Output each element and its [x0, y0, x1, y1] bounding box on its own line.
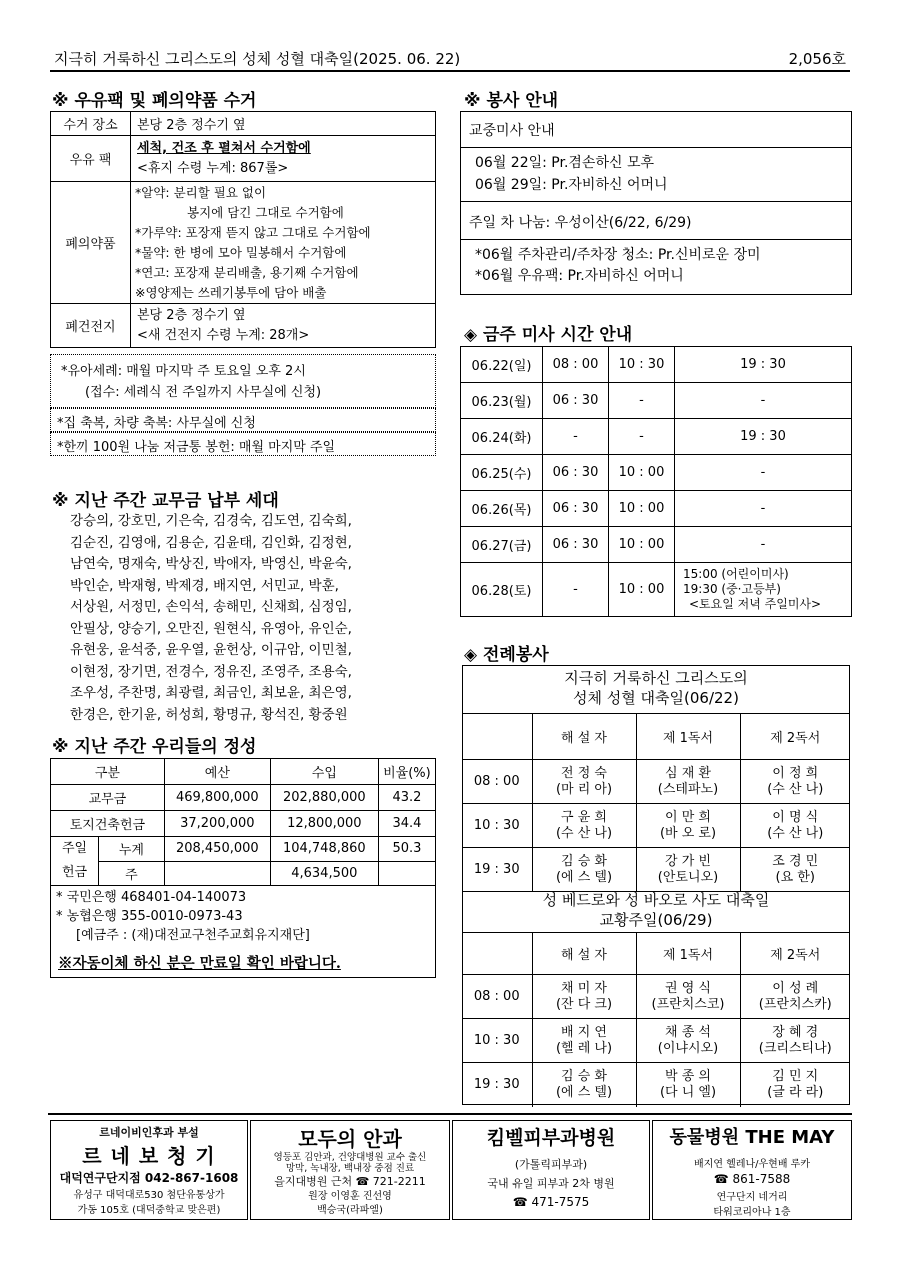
liturgy-person: 박 종 의 [665, 1068, 711, 1084]
liturgy-saint: (헬 레 나) [555, 1040, 613, 1056]
mass-day: 06.24(화) [461, 419, 543, 455]
liturgy-saint: (크리스티나) [758, 1040, 832, 1056]
mass-time: - [543, 419, 609, 455]
mass-service-line: 06월 29일: Pr.자비하신 어머니 [475, 177, 668, 193]
milk-line-1: 세척, 건조 후 펼쳐서 수거함에 [137, 140, 311, 156]
finance-header: 예산 [164, 759, 270, 785]
liturgy-person: 이 만 희 [665, 809, 711, 825]
liturgy-time: 19 : 30 [462, 848, 532, 892]
liturgy-time: 08 : 00 [462, 760, 532, 804]
ad-name: 모두의 안과 [298, 1127, 402, 1151]
autopay-notice: ※자동이체 하신 분은 만료일 확인 바랍니다. [58, 955, 341, 972]
liturgy-person: 김 민 지 [772, 1068, 819, 1084]
mass-service-title: 교중미사 안내 [461, 112, 851, 148]
ad-line: 르네이비인후과 부설 [99, 1126, 199, 1139]
ad-eye-clinic [250, 1120, 450, 1220]
dues-line: 서상원, 서정민, 손익석, 송해민, 신채희, 심정임, [70, 599, 352, 615]
cum-ratio: 50.3 [378, 837, 435, 862]
ad-line: 연구단지 네거리 [716, 1192, 788, 1203]
bank-line-1: * 국민은행 468401-04-140073 [56, 890, 247, 905]
liturgy-col: 제 2독서 [740, 714, 850, 760]
ad-animal-hospital [652, 1120, 852, 1220]
mass-day: 06.23(월) [461, 383, 543, 419]
finance-cell: 202,880,000 [270, 785, 378, 811]
dues-line: 조우성, 주찬명, 최광렬, 최금인, 최보윤, 최은영, [70, 685, 352, 701]
parking-duty: *06월 주차관리/주차장 청소: Pr.신비로운 장미 [475, 247, 761, 263]
ad-name: 킴벨피부과병원 [486, 1127, 616, 1149]
medicine-line: *물약: 한 병에 모아 밀봉해서 수거함에 [135, 244, 347, 260]
liturgy-person: 심 재 환 [665, 765, 711, 781]
week-ratio [378, 861, 435, 886]
liturgy-table-2 [462, 932, 850, 1107]
mass-time: - [609, 419, 675, 455]
mass-service-line: 06월 22일: Pr.겸손하신 모후 [475, 155, 655, 171]
liturgy-col: 해 설 자 [532, 933, 636, 975]
liturgy-person: 장 혜 경 [772, 1024, 819, 1040]
service-box [460, 111, 852, 295]
battery-line-2: <새 건전지 수령 누계: 28개> [137, 327, 310, 343]
mass-times-table [460, 346, 852, 617]
liturgy-table-1 [462, 713, 850, 892]
liturgy-saint: (프란치스카) [758, 996, 832, 1012]
mass-time: 06 : 30 [543, 527, 609, 563]
piggy-bank-notice: *한끼 100원 나눔 저금통 봉헌: 매월 마지막 주일 [50, 432, 436, 456]
feast2-line: 성 베드로와 성 바오로 사도 대축일 [542, 891, 770, 909]
sat-mass-line: <토요일 저녁 주일미사> [689, 597, 822, 611]
ad-line: (가톨릭피부과) [514, 1158, 588, 1171]
dues-line: 남연숙, 명재숙, 박상진, 박애자, 박영신, 박윤숙, [70, 556, 352, 572]
liturgy-time: 08 : 00 [462, 975, 532, 1019]
ad-line: 타워코리아나 1층 [713, 1207, 791, 1218]
mass-time: 19 : 30 [675, 419, 852, 455]
medicine-line: *연고: 포장재 분리배출, 용기째 수거함에 [135, 264, 359, 280]
medicine-line: 봉지에 담긴 그대로 수거함에 [187, 204, 344, 220]
infant-line-1: *유아세례: 매월 마지막 주 토요일 오후 2시 [61, 364, 306, 379]
mass-day: 06.27(금) [461, 527, 543, 563]
liturgy-col: 제 1독서 [636, 714, 740, 760]
ad-line: 영등포 김안과, 건양대병원 교수 출신 [273, 1152, 427, 1163]
ad-line: ☎ 861-7588 [713, 1172, 791, 1186]
finance-cell: 교무금 [51, 785, 165, 811]
mass-time: 06 : 30 [543, 455, 609, 491]
sunday-label-1: 주일 [61, 841, 88, 856]
ad-name: 르 네 보 청 기 [82, 1144, 216, 1168]
liturgy-person: 배 지 연 [561, 1024, 607, 1040]
mass-time: 06 : 30 [543, 383, 609, 419]
milk-label: 우유 팩 [51, 136, 131, 182]
week-label: 주 [99, 861, 165, 886]
place-label: 수거 장소 [51, 112, 131, 136]
dues-line: 유현웅, 윤석중, 윤우열, 윤헌상, 이규암, 이민철, [70, 642, 352, 658]
sunday-label-2: 헌금 [61, 865, 88, 880]
medicine-line: *가루약: 포장재 뜯지 않고 그대로 수거함에 [135, 224, 371, 240]
battery-line-1: 본당 2층 정수기 옆 [137, 307, 246, 323]
mass-day: 06.28(토) [461, 563, 543, 617]
account-holder: [예금주 : (재)대전교구천주교회유지재단] [76, 928, 310, 943]
liturgy-saint: (잔 다 크) [555, 996, 613, 1012]
finance-header: 수입 [270, 759, 378, 785]
mass-time: - [675, 455, 852, 491]
feast2-line: 교황주일(06/29) [599, 911, 713, 929]
liturgy-person: 김 승 화 [561, 1068, 607, 1084]
mass-time: 10 : 00 [609, 491, 675, 527]
ad-line: 가동 105호 (대덕중학교 맞은편) [77, 1205, 221, 1216]
liturgy-saint: (프란치스코) [651, 996, 725, 1012]
sat-mass-line: 19:30 (중·고등부) [683, 582, 781, 596]
feast1-line: 성체 성혈 대축일(06/22) [573, 689, 739, 707]
feast1-title [462, 668, 850, 708]
mass-time: 19 : 30 [675, 347, 852, 383]
finance-cell: 469,800,000 [164, 785, 270, 811]
dues-line: 강승의, 강호민, 기은숙, 김경숙, 김도연, 김숙희, [70, 513, 352, 529]
dues-line: 박인순, 박재형, 박제경, 배지연, 서민교, 박훈, [70, 577, 339, 594]
liturgy-person: 채 종 석 [665, 1024, 711, 1040]
medicine-line: *알약: 분리할 필요 없이 [135, 184, 267, 200]
dues-line: 김순진, 김영애, 김용순, 김윤태, 김인화, 김정현, [70, 534, 352, 551]
liturgy-saint: (바 오 로) [659, 825, 717, 841]
finance-cell: 토지건축헌금 [51, 811, 165, 837]
cum-label: 누계 [99, 837, 165, 862]
mass-day: 06.22(일) [461, 347, 543, 383]
finance-cell: 37,200,000 [164, 811, 270, 837]
dues-line: 한경은, 한기윤, 허성희, 황명규, 황석진, 황중원 [70, 706, 348, 723]
ad-hearing-aid [50, 1120, 248, 1220]
mass-time: 10 : 30 [609, 347, 675, 383]
ad-line: 백승국(라파엘) [317, 1205, 383, 1216]
ad-line: 배지연 헬레나/우현배 루카 [694, 1159, 810, 1170]
liturgy-saint: (스테파노) [657, 781, 719, 797]
week-budget [164, 861, 270, 886]
sat-mass-line: 15:00 (어린이미사) [683, 567, 789, 581]
finance-header: 구분 [51, 759, 165, 785]
liturgy-saint: (이냐시오) [657, 1040, 719, 1056]
liturgy-col: 제 2독서 [740, 933, 850, 975]
liturgy-saint: (에 스 텔) [555, 869, 613, 885]
mass-time: 06 : 30 [543, 491, 609, 527]
dues-line: 안필상, 양승기, 오만진, 원현식, 유영아, 유인순, [70, 620, 352, 637]
milk-duty: *06월 우유팩: Pr.자비하신 어머니 [475, 268, 684, 284]
mass-time: 08 : 00 [543, 347, 609, 383]
liturgy-person: 이 성 례 [772, 980, 819, 996]
liturgy-time: 10 : 30 [462, 1019, 532, 1063]
ad-line: 을지대병원 근처 ☎ 721-2211 [274, 1175, 426, 1188]
liturgy-person: 김 승 화 [561, 853, 607, 869]
collection-heading: ※ 우유팩 및 폐의약품 수거 [52, 91, 257, 111]
mass-times-heading: ◈ 금주 미사 시간 안내 [464, 325, 633, 345]
sunday-offering-label [51, 837, 99, 886]
week-income: 4,634,500 [270, 861, 378, 886]
bulletin-title: 지극히 거룩하신 그리스도의 성체 성혈 대축일(2025. 06. 22) [54, 50, 461, 68]
dues-line: 이현정, 장기면, 전경수, 정유진, 조영주, 조용숙, [70, 663, 352, 680]
mass-time: - [675, 383, 852, 419]
infant-baptism-notice [50, 354, 436, 408]
mass-time: - [675, 491, 852, 527]
liturgy-person: 권 영 식 [665, 980, 711, 996]
cum-budget: 208,450,000 [164, 837, 270, 862]
liturgy-saint: (수 산 나) [555, 825, 613, 841]
liturgy-col: 해 설 자 [532, 714, 636, 760]
page-header [50, 42, 850, 72]
finance-table [50, 758, 436, 886]
liturgy-saint: (다 니 엘) [659, 1084, 717, 1100]
liturgy-person: 채 미 자 [561, 980, 607, 996]
ads-divider [48, 1113, 852, 1115]
medicine-line: ※영양제는 쓰레기봉투에 담아 배출 [135, 284, 327, 300]
liturgy-col: 제 1독서 [636, 933, 740, 975]
ad-line: ☎ 471-7575 [512, 1195, 590, 1209]
liturgy-person: 전 정 숙 [561, 765, 607, 781]
infant-line-2: (접수: 세례식 전 주일까지 사무실에 신청) [85, 385, 322, 400]
liturgy-saint: (수 산 나) [767, 781, 824, 797]
finance-cell: 12,800,000 [270, 811, 378, 837]
mass-time: 10 : 00 [609, 563, 675, 617]
feast1-line: 지극히 거룩하신 그리스도의 [564, 669, 748, 687]
mass-day: 06.26(목) [461, 491, 543, 527]
liturgy-person: 이 명 식 [772, 809, 819, 825]
liturgy-saint: (글 라 라) [767, 1084, 824, 1100]
finance-heading: ※ 지난 주간 우리들의 정성 [52, 737, 257, 757]
cum-income: 104,748,860 [270, 837, 378, 862]
liturgy-person: 이 정 희 [772, 765, 819, 781]
milk-line-2: <휴지 수령 누계: 867롤> [137, 160, 289, 176]
bank-line-2: * 농협은행 355-0010-0973-43 [56, 909, 243, 924]
liturgy-time: 10 : 30 [462, 804, 532, 848]
issue-number: 2,056호 [788, 50, 846, 68]
ad-derma-hospital [452, 1120, 650, 1220]
ad-line: 유성구 대덕대로530 첨단유통상가 [73, 1190, 225, 1201]
finance-header: 비율(%) [378, 759, 435, 785]
collection-table [50, 111, 436, 348]
bank-info [56, 888, 310, 945]
liturgy-saint: (에 스 텔) [555, 1084, 613, 1100]
mass-time: 10 : 00 [609, 455, 675, 491]
car-share: 주일 차 나눔: 우성이산(6/22, 6/29) [461, 202, 851, 240]
finance-cell: 43.2 [378, 785, 435, 811]
liturgy-saint: (수 산 나) [767, 825, 824, 841]
liturgy-person: 구 윤 희 [561, 809, 607, 825]
place-value: 본당 2층 정수기 옆 [131, 112, 436, 136]
service-heading: ※ 봉사 안내 [464, 91, 559, 111]
battery-label: 폐건전지 [51, 304, 131, 348]
liturgy-time: 19 : 30 [462, 1063, 532, 1107]
dues-heading: ※ 지난 주간 교무금 납부 세대 [52, 491, 279, 511]
dues-names [70, 511, 352, 726]
ad-line: 원장 이영훈 진선영 [308, 1191, 392, 1202]
liturgy-saint: (안토니오) [657, 869, 719, 885]
medicine-label: 폐의약품 [51, 182, 131, 304]
ad-line: 망막, 녹내장, 백내장 중점 진료 [285, 1163, 415, 1174]
mass-time: - [675, 527, 852, 563]
liturgy-person: 조 경 민 [772, 853, 819, 869]
feast2-title [462, 890, 850, 930]
blessing-notice: *집 축복, 차량 축복: 사무실에 신청 [50, 408, 436, 432]
mass-time: - [543, 563, 609, 617]
liturgy-heading: ◈ 전례봉사 [464, 645, 549, 665]
liturgy-saint: (마 리 아) [555, 781, 613, 797]
liturgy-person: 강 가 빈 [665, 853, 711, 869]
mass-time: - [609, 383, 675, 419]
mass-day: 06.25(수) [461, 455, 543, 491]
finance-cell: 34.4 [378, 811, 435, 837]
liturgy-saint: (요 한) [775, 869, 815, 885]
ad-name: 동물병원 THE MAY [669, 1127, 835, 1148]
ad-line: 국내 유일 피부과 2차 병원 [487, 1177, 615, 1190]
mass-time: 10 : 00 [609, 527, 675, 563]
ad-line: 대덕연구단지점 042-867-1608 [59, 1171, 239, 1185]
